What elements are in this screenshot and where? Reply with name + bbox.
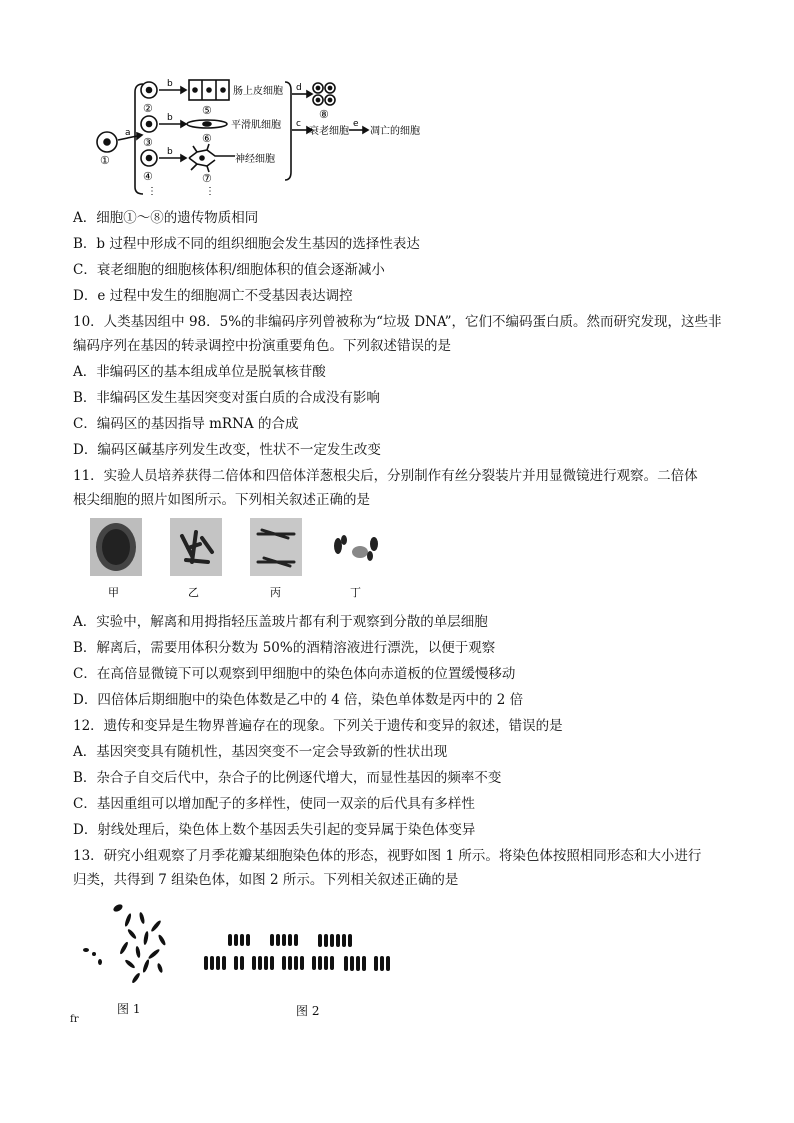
label-intestine: 肠上皮细胞 [233,86,283,97]
q13-stem-line1: 13．研究小组观察了月季花瓣某细胞染色体的形态，视野如图 1 所示。将染色体按照相同形态和大小进行 [73,848,702,864]
label-n3: ③ [143,136,153,149]
label-n7: ⑦ [202,172,212,185]
label-smooth-muscle: 平滑肌细胞 [231,120,281,131]
figure-2-karyotype [200,928,400,976]
q9-option-a: A．细胞①～⑧的遗传物质相同 [73,210,259,226]
label-d: d [296,83,302,93]
label-n2: ② [143,102,153,115]
q11-option-b: B．解离后，需要用体积分数为 50%的酒精溶液进行漂洗，以便于观察 [73,640,496,656]
label-neuron: 神经细胞 [235,154,275,165]
label-dead: 凋亡的细胞 [370,126,420,137]
label-b3: b [167,147,173,157]
cell-differentiation-diagram [85,72,445,197]
q12-option-a: A．基因突变具有随机性，基因突变不一定会导致新的性状出现 [73,744,448,760]
label-c: c [296,119,301,129]
mitosis-photos [88,516,388,600]
q11-stem-line1: 11．实验人员培养获得二倍体和四倍体洋葱根尖后，分别制作有丝分裂装片并用显微镜进行观察。二倍体 [73,468,698,484]
label-n8: ⑧ [319,108,329,121]
figure-1-chromosome-spread [70,900,180,990]
figure-1-caption: 图 1 [117,1002,141,1016]
photo-label-ding: 丁 [350,586,361,599]
label-n5: ⑤ [202,104,212,117]
q12-stem: 12．遗传和变异是生物界普遍存在的现象。下列关于遗传和变异的叙述，错误的是 [73,718,563,734]
label-a: a [125,128,131,138]
q10-option-c: C．编码区的基因指导 mRNA 的合成 [73,416,299,432]
figure-2-caption: 图 2 [296,1004,320,1018]
q11-option-c: C．在高倍显微镜下可以观察到甲细胞中的染色体向赤道板的位置缓慢移动 [73,666,516,682]
q12-option-c: C．基因重组可以增加配子的多样性，使同一双亲的后代具有多样性 [73,796,475,812]
label-b2: b [167,113,173,123]
photo-label-yi: 乙 [188,586,199,599]
q12-option-d: D．射线处理后，染色体上数个基因丢失引起的变异属于染色体变异 [73,822,476,838]
q10-stem-line2: 编码序列在基因的转录调控中扮演重要角色。下列叙述错误的是 [73,338,451,354]
q9-option-d: D．e 过程中发生的细胞凋亡不受基因表达调控 [73,288,353,304]
label-n4: ④ [143,170,153,183]
svg-text:⋮: ⋮ [205,186,215,197]
q11-option-a: A．实验中，解离和用拇指轻压盖玻片都有利于观察到分散的单层细胞 [73,614,488,630]
photo-label-jia: 甲 [108,586,119,599]
q9-option-c: C．衰老细胞的细胞核体积/细胞体积的值会逐渐减小 [73,262,385,278]
q10-option-a: A．非编码区的基本组成单位是脱氧核苷酸 [73,364,326,380]
q12-option-b: B．杂合子自交后代中，杂合子的比例逐代增大，而显性基因的频率不变 [73,770,502,786]
q10-option-d: D．编码区碱基序列发生改变，性状不一定发生改变 [73,442,381,458]
photo-label-bing: 丙 [270,586,281,599]
q10-option-b: B．非编码区发生基因突变对蛋白质的合成没有影响 [73,390,380,406]
label-e: e [353,119,359,129]
label-n6: ⑥ [202,132,212,145]
label-aging: 衰老细胞 [309,126,349,137]
label-b1: b [167,79,173,89]
q10-stem-line1: 10．人类基因组中 98．5%的非编码序列曾被称为“垃圾 DNA”，它们不编码蛋白质。然而研究发现，这些非 [73,314,722,330]
q11-stem-line2: 根尖细胞的照片如图所示。下列相关叙述正确的是 [73,492,370,508]
footer-mark: fr [70,1014,79,1025]
q9-option-b: B．b 过程中形成不同的组织细胞会发生基因的选择性表达 [73,236,420,252]
q13-stem-line2: 归类，共得到 7 组染色体，如图 2 所示。下列相关叙述正确的是 [73,872,459,888]
label-n1: ① [100,154,110,167]
q11-option-d: D．四倍体后期细胞中的染色体数是乙中的 4 倍，染色单体数是丙中的 2 倍 [73,692,524,708]
svg-text:⋮: ⋮ [147,186,157,197]
